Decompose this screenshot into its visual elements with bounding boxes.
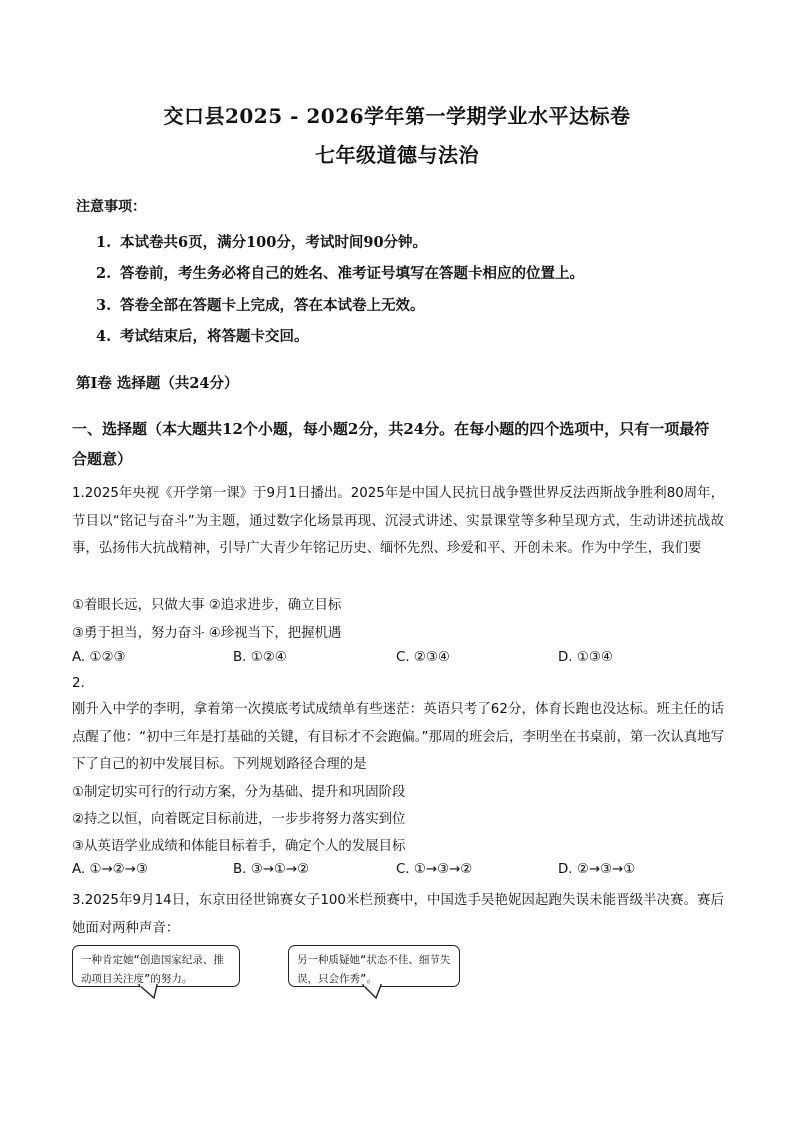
notice-item-number: 1. [96,234,112,251]
exam-title: 交口县2025 - 2026学年第一学期学业水平达标卷 [163,104,631,128]
speech-bubble-tail [362,984,386,1000]
notice-item-text: 考试结束后，将答题卡交回。 [120,328,309,345]
notice-item [96,325,309,346]
part-heading: 第Ⅰ卷 选择题（共24分） [76,375,239,392]
question-2-stem: 刚升入中学的李明，拿着第一次摸底考试成绩单有些迷茫：英语只考了62分，体育长跑也没达标。班主任的话点醒了他：“初中三年是打基础的关键，有目标才不会跑偏。”那周的班会后，李明坐在书桌前，第一次认真地写下了自己的初中发展目标。下列规划路径合理的是 [72,702,724,772]
section-heading: 一、选择题（本大题共12个小题，每小题2分，共24分。在每小题的四个选项中，只有一项最符合题意） [72,420,710,468]
question-2-option-d[interactable]: D. ②→③→① [558,862,636,877]
notice-item [96,231,427,252]
question-2-option-c[interactable]: C. ①→③→② [396,862,473,877]
question-2-statement: ②持之以恒，向着既定目标前进，一步步将努力落实到位 [72,812,406,827]
question-1-statement: ①着眼长远，只做大事 ②追求进步，确立目标 [72,598,342,613]
speech-bubble-critical: 另一种质疑她“状态不佳、细节失误，只会作秀”。 [288,945,460,987]
notice-item-text: 答卷全部在答题卡上完成，答在本试卷上无效。 [120,297,425,314]
question-3-stem: 3.2025年9月14日，东京田径世锦赛女子100米栏预赛中，中国选手吴艳妮因起跑失误未能晋级半决赛。赛后她面对两种声音： [72,893,724,936]
speech-bubble-tail [138,984,162,1000]
exam-subject: 七年级道德与法治 [315,143,479,167]
question-1-stem: 1.2025年央视《开学第一课》于9月1日播出。2025年是中国人民抗日战争暨世界反法西斯战争胜利80周年，节目以“铭记与奋斗”为主题，通过数字化场景再现、沉浸式讲述、实景课堂等多种呈现方式，生动讲述抗战故事，弘扬伟大抗战精神，引导广大青少年铭记历史、缅怀先烈、珍爱和平、开创未来。作为中学生，我们要 [72,486,724,556]
notice-item-number: 3. [96,297,112,314]
question-2-option-b[interactable]: B. ③→①→② [233,862,310,877]
question-2-statement: ①制定切实可行的行动方案，分为基础、提升和巩固阶段 [72,785,406,800]
question-1-option-c[interactable]: C. ②③④ [396,650,450,665]
notice-item-text: 本试卷共6页，满分100分，考试时间90分钟。 [120,234,428,251]
notice-item-number: 2. [96,265,112,282]
question-2-statement: ③从英语学业成绩和体能目标着手，确定个人的发展目标 [72,839,406,854]
notice-item-text: 答卷前，考生务必将自己的姓名、准考证号填写在答题卡相应的位置上。 [120,265,584,282]
notice-item [96,262,584,283]
notice-item-number: 4. [96,328,112,345]
question-2-option-a[interactable]: A. ①→②→③ [72,862,148,877]
notice-heading: 注意事项： [76,199,146,215]
speech-bubble-positive: 一种肯定她“创造国家纪录、推动项目关注度”的努力。 [72,945,240,987]
question-1-option-a[interactable]: A. ①②③ [72,650,126,665]
question-1-option-b[interactable]: B. ①②④ [233,650,287,665]
question-2-number: 2. [72,676,85,691]
question-1-statement: ③勇于担当，努力奋斗 ④珍视当下，把握机遇 [72,626,342,641]
notice-item [96,294,425,315]
question-1-option-d[interactable]: D. ①③④ [558,650,613,665]
